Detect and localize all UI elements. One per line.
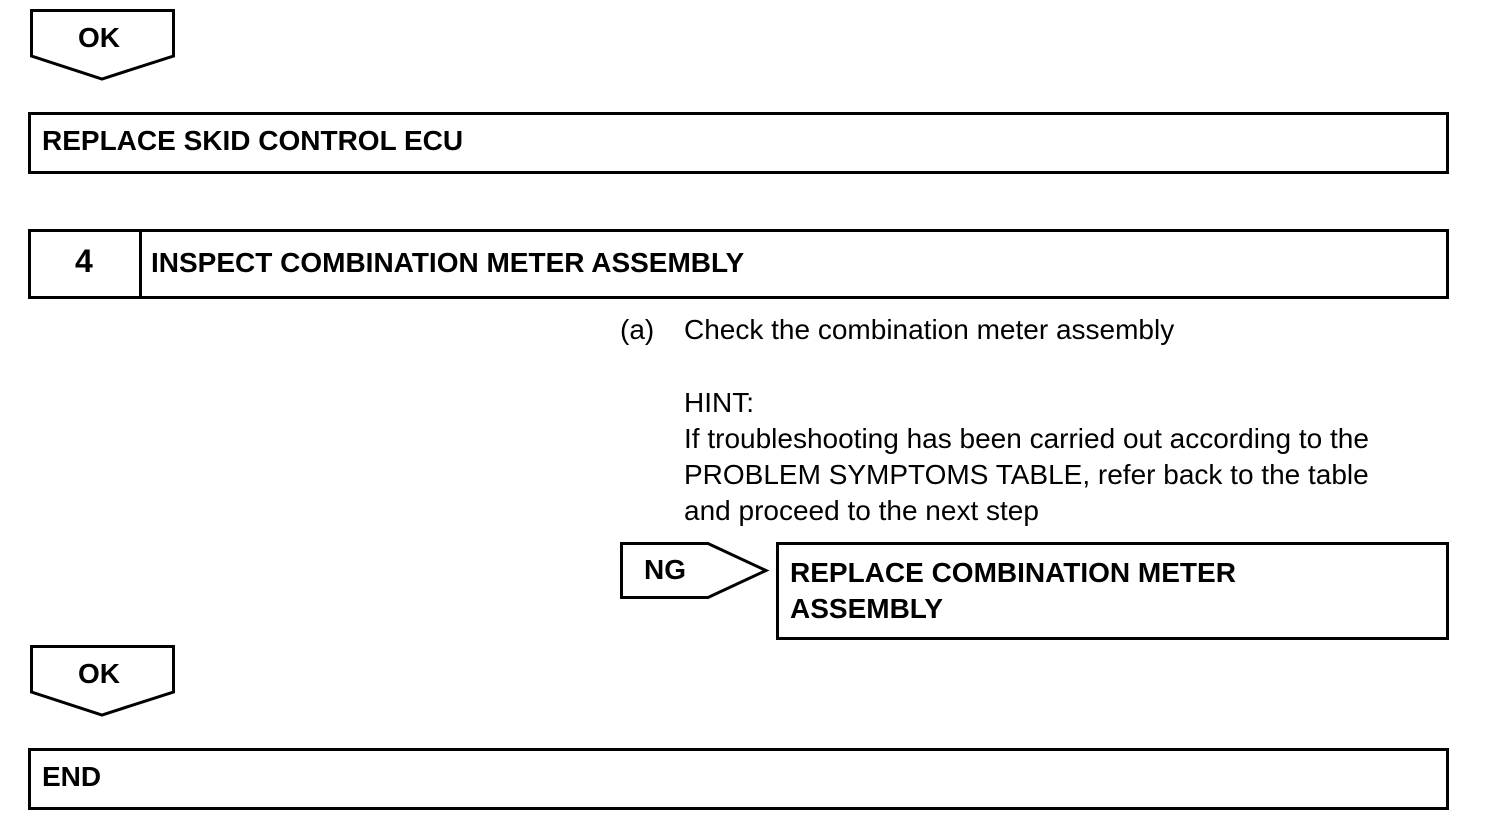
step-title: INSPECT COMBINATION METER ASSEMBLY: [151, 247, 745, 278]
hint-line-3: and proceed to the next step: [684, 495, 1039, 526]
hint-label: HINT:: [684, 387, 754, 418]
step-number: 4: [75, 243, 93, 279]
replace-combination-meter-line-2: ASSEMBLY: [790, 593, 944, 624]
end-text: END: [42, 761, 102, 792]
replace-combination-meter-box: [776, 542, 1449, 640]
replace-skid-control-ecu-text: REPLACE SKID CONTROL ECU: [42, 125, 464, 156]
ok-label-2: OK: [78, 658, 120, 689]
step-number-divider: [139, 232, 142, 296]
ng-arrow-shape: [620, 542, 768, 600]
replace-combination-meter-line-1: REPLACE COMBINATION METER: [790, 557, 1236, 588]
instruction-marker: (a): [620, 314, 655, 345]
step-header-box: [28, 229, 1449, 299]
hint-line-2: PROBLEM SYMPTOMS TABLE, refer back to the table: [684, 459, 1369, 490]
hint-line-1: If troubleshooting has been carried out according to the: [684, 423, 1369, 454]
instruction-text: Check the combination meter assembly: [684, 314, 1175, 345]
replace-skid-control-ecu-box: [28, 112, 1449, 174]
end-box: [28, 748, 1449, 810]
ok-label-1: OK: [78, 22, 120, 53]
ng-label: NG: [644, 554, 686, 585]
